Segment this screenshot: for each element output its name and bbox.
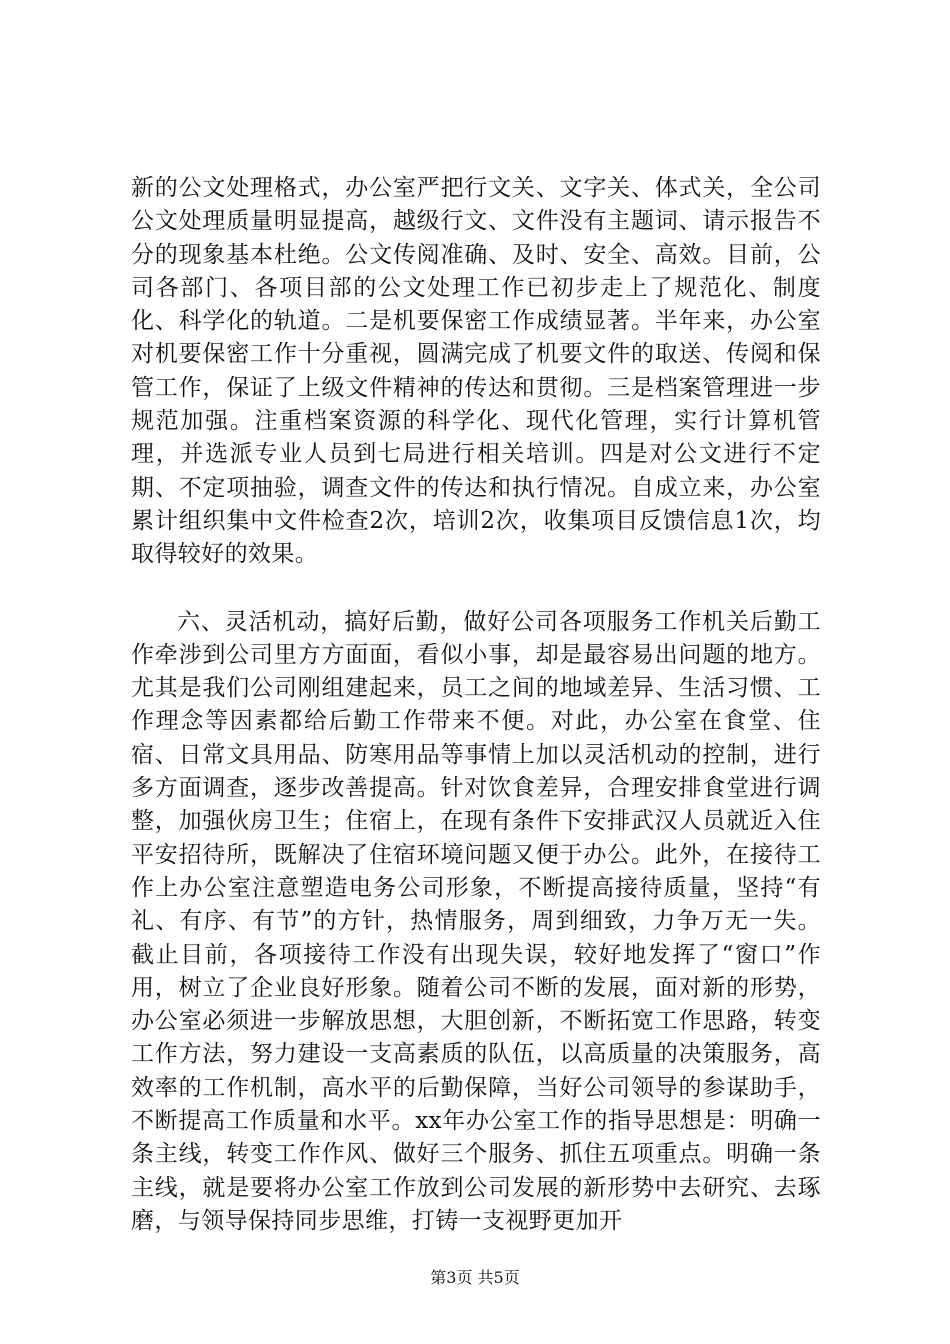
paragraph-2: 六、灵活机动，搞好后勤，做好公司各项服务工作机关后勤工作牵涉到公司里方方面面，看似小事，却是最容易出问题的地方。尤其是我们公司刚组建起来，员工之间的地域差异、生活习惯、工作理念等因素都给后勤工作带来不便。对此，办公室在食堂、住宿、日常文具用品、防寒用品等事情上加以灵活机动的控制，进行多方面调查，逐步改善提高。针对饮食差异，合理安排食堂进行调整，加强伙房卫生；住宿上，在现有条件下安排武汉人员就近入住平安招待所，既解决了住宿环境问题又便于办公。此外，在接待工作上办公室注意塑造电务公司形象，不断提高接待质量，坚持“有礼、有序、有节”的方针，热情服务，周到细致，力争万无一失。截止目前，各项接待工作没有出现失误，较好地发挥了“窗口”作用，树立了企业良好形象。随着公司不断的发展，面对新的形势，办公室必须进一步解放思想，大胆创新，不断拓宽工作思路，转变工作方法，努力建设一支高素质的队伍，以高质量的决策服务，高效率的工作机制，高水平的后勤保障，当好公司领导的参谋助手，不断提高工作质量和水平。xx年办公室工作的指导思想是：明确一条主线，转变工作作风、做好三个服务、抓住五项重点。明确一条主线，就是要将办公室工作放到公司发展的新形势中去研究、去琢磨，与领导保持同步思维，打铸一支视野更加开 <box>131 608 821 1234</box>
document-body <box>131 172 821 1238</box>
paragraph-1: 新的公文处理格式，办公室严把行文关、文字关、体式关，全公司公文处理质量明显提高，越级行文、文件没有主题词、请示报告不分的现象基本杜绝。公文传阅准确、及时、安全、高效。目前，公司各部门、各项目部的公文处理工作已初步走上了规范化、制度化、科学化的轨道。二是机要保密工作成绩显著。半年来，办公室对机要保密工作十分重视，圆满完成了机要文件的取送、传阅和保管工作，保证了上级文件精神的传达和贯彻。三是档案管理进一步规范加强。注重档案资源的科学化、现代化管理，实行计算机管理，并选派专业人员到七局进行相关培训。四是对公文进行不定期、不定项抽验，调查文件的传达和执行情况。自成立来，办公室累计组织集中文件检查2次，培训2次，收集项目反馈信息1次，均取得较好的效果。 <box>131 175 821 568</box>
page-number-footer: 第3页 共5页 <box>430 1268 520 1287</box>
